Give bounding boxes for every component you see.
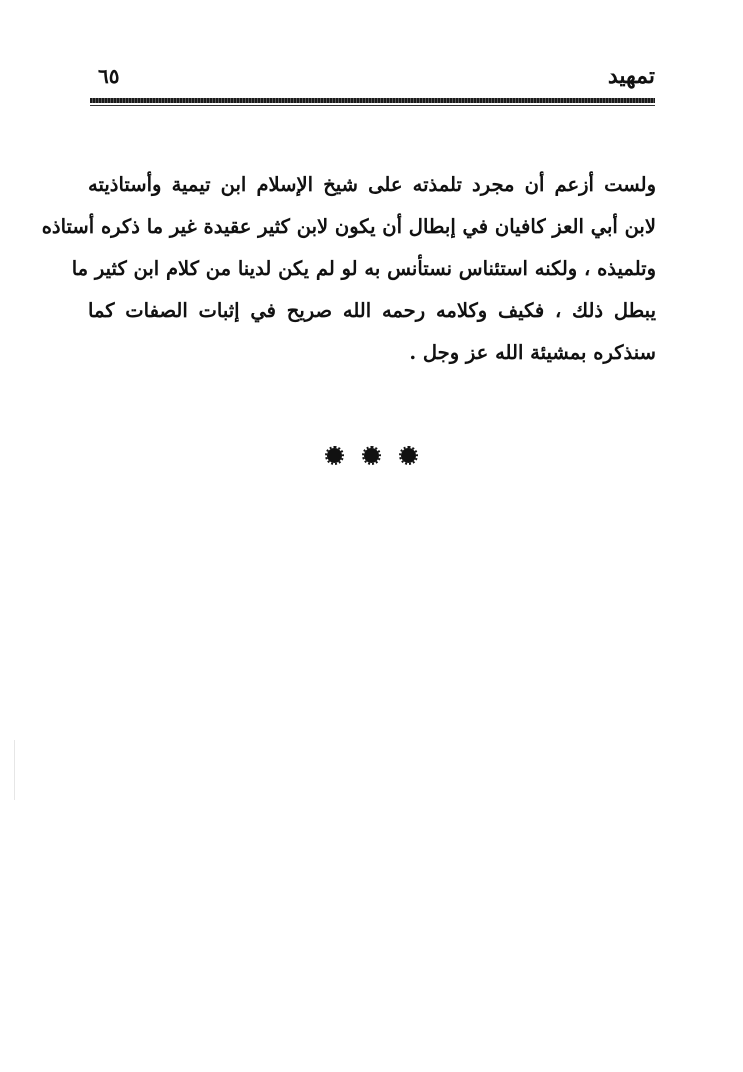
header-rule-thick <box>90 98 655 103</box>
three-dots-ornament-icon <box>0 448 743 463</box>
running-header <box>90 60 655 92</box>
header-rule-thin <box>90 105 655 106</box>
paragraph-line-2: لابن أبي العز كافيان في إبطال أن يكون لابن كثير عقيدة غير ما ذكره أستاذه <box>41 215 656 238</box>
ornament-dot-icon <box>401 448 416 463</box>
page-number: ٦٥ <box>98 64 120 88</box>
scan-artifact-line <box>14 740 15 800</box>
ornament-dot-icon <box>364 448 379 463</box>
body-paragraph <box>41 164 656 374</box>
page-title: تمهيد <box>607 63 655 89</box>
paragraph-line-4: يبطل ذلك ، فكيف وكلامه رحمه الله صريح في إثبات الصفات كما <box>88 299 656 322</box>
paragraph-line-3: وتلميذه ، ولكنه استئناس نستأنس به لو لم يكن لدينا من كلام ابن كثير ما <box>71 257 656 280</box>
ornament-dot-icon <box>327 448 342 463</box>
paragraph-line-5: سنذكره بمشيئة الله عز وجل . <box>409 341 656 364</box>
paragraph-line-1: ولست أزعم أن مجرد تلمذته على شيخ الإسلام ابن تيمية وأستاذيته <box>88 173 656 196</box>
